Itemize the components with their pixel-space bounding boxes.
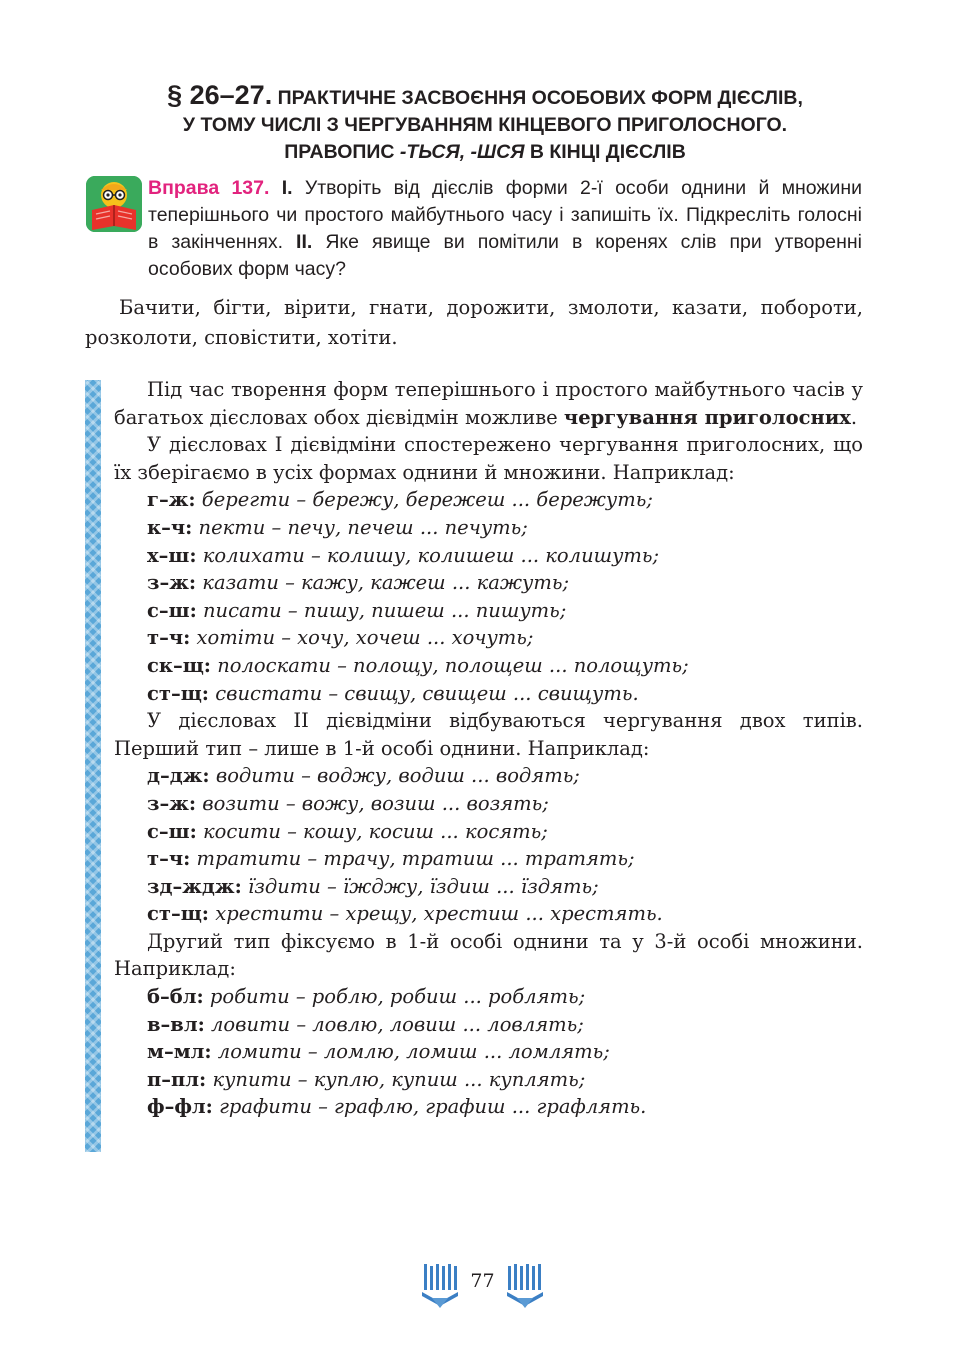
alternation-pair: б–бл: xyxy=(147,985,204,1009)
alternation-pair: зд–ждж: xyxy=(147,874,242,898)
example-row xyxy=(114,652,863,680)
alternation-pair: к–ч: xyxy=(147,515,193,539)
exercise-task xyxy=(148,175,862,283)
example-forms: берегти – бережу, бережеш ... бережуть; xyxy=(201,488,653,512)
page-footer xyxy=(420,1262,545,1310)
example-row xyxy=(114,790,863,818)
example-forms: пекти – печу, печеш ... печуть; xyxy=(198,515,528,539)
alternation-pair: д–дж: xyxy=(147,764,210,788)
alternation-pair: ф–фл: xyxy=(147,1095,213,1119)
example-row xyxy=(114,680,863,708)
heading-prefix: ПРАВОПИС xyxy=(284,141,395,163)
conj2-examples xyxy=(114,762,863,928)
rule-intro-end: . xyxy=(850,405,858,429)
rule-intro-text: Під час творення форм теперішнього і простого майбутнього часів у багатьох дієсловах обох дієвідмін можливе xyxy=(114,378,863,429)
example-forms: казати – кажу, кажеш ... кажуть; xyxy=(202,571,570,595)
heading-suffix-text: В КІНЦІ ДІЄСЛІВ xyxy=(529,141,686,163)
example-forms: їздити – їжджу, їздиш ... їздять; xyxy=(247,874,599,898)
example-row xyxy=(114,514,863,542)
alternation-pair: з–ж: xyxy=(147,791,197,815)
rule-term: чергування приголосних xyxy=(563,405,851,429)
example-forms: колихати – колишу, колишеш ... колишуть; xyxy=(202,543,660,567)
example-row xyxy=(114,762,863,790)
example-row xyxy=(114,569,863,597)
heading-title-1: ПРАКТИЧНЕ ЗАСВОЄННЯ ОСОБОВИХ ФОРМ ДІЄСЛІВ, xyxy=(277,87,803,109)
section-heading xyxy=(90,82,880,166)
example-row xyxy=(114,597,863,625)
rule-type2: Другий тип фіксуємо в 1-й особі однини та у 3-й особі множини. Наприклад: xyxy=(114,929,863,981)
task-part-2-text: Яке явище ви помітили в коренях слів при утворенні особових форм часу? xyxy=(148,231,862,280)
example-forms: косити – кошу, косиш ... косять; xyxy=(202,819,548,843)
example-forms: писати – пишу, пишеш ... пишуть; xyxy=(202,598,567,622)
alternation-pair: г–ж: xyxy=(147,488,196,512)
alternation-pair: с–ш: xyxy=(147,819,197,843)
example-forms: ловити – ловлю, ловиш ... ловлять; xyxy=(211,1012,584,1036)
example-row xyxy=(114,542,863,570)
type2-examples xyxy=(114,983,863,1121)
rule-side-bar xyxy=(85,380,101,1152)
example-forms: полоскати – полощу, полощеш ... полощуть; xyxy=(217,653,689,677)
alternation-pair: з–ж: xyxy=(147,571,197,595)
alternation-pair: в–вл: xyxy=(147,1012,205,1036)
example-forms: тратити – трачу, тратиш ... тратять; xyxy=(196,847,635,871)
example-row xyxy=(114,486,863,514)
example-row xyxy=(114,624,863,652)
example-row xyxy=(114,1011,863,1039)
alternation-pair: х–ш: xyxy=(147,543,197,567)
rule-block xyxy=(114,376,863,1121)
example-forms: хотіти – хочу, хочеш ... хочуть; xyxy=(196,626,534,650)
heading-line-3 xyxy=(90,139,880,166)
alternation-pair: ст–щ: xyxy=(147,902,210,926)
example-row xyxy=(114,1038,863,1066)
example-row xyxy=(114,845,863,873)
heading-suffixes: -ТЬСЯ, -ШСЯ xyxy=(399,141,525,163)
example-forms: водити – воджу, водиш ... водять; xyxy=(215,764,580,788)
exercise-word-list: Бачити, бігти, вірити, гнати, дорожити, змолоти, казати, побороти, розколоти, сповістити, хотіти. xyxy=(85,296,863,349)
alternation-pair: п–пл: xyxy=(147,1067,207,1091)
example-row xyxy=(114,1066,863,1094)
example-forms: возити – вожу, возиш ... возять; xyxy=(202,791,549,815)
example-row xyxy=(114,818,863,846)
example-forms: ломити – ломлю, ломиш ... ломлять; xyxy=(217,1040,610,1064)
rule-conj1: У дієсловах I дієвідміни спостережено чергування приголосних, що їх зберігаємо в усіх формах однини й множини. Наприклад: xyxy=(114,433,863,484)
heading-line-2: У ТОМУ ЧИСЛІ З ЧЕРГУВАННЯМ КІНЦЕВОГО ПРИГОЛОСНОГО. xyxy=(182,114,788,136)
alternation-pair: т–ч: xyxy=(147,626,191,650)
task-part-1-marker: I. xyxy=(281,177,293,199)
conj1-examples xyxy=(114,486,863,707)
section-number: § 26–27. xyxy=(167,80,273,110)
alternation-pair: т–ч: xyxy=(147,847,191,871)
example-forms: хрестити – хрещу, хрестиш ... хрестять. xyxy=(215,902,663,926)
example-forms: робити – роблю, робиш ... роблять; xyxy=(209,985,586,1009)
heading-line-1 xyxy=(90,82,880,112)
task-part-2-marker: II. xyxy=(296,231,313,253)
example-forms: свистати – свищу, свищеш ... свищуть. xyxy=(215,681,639,705)
reading-child-icon xyxy=(86,176,142,232)
task-part-1-text: Утворіть від дієслів форми 2-ї особи однини й множини теперішнього чи простого майбутнього часу і запишіть їх. Підкресліть голосні в закінченнях. xyxy=(148,177,863,253)
exercise-label: Вправа 137. xyxy=(148,177,270,199)
example-row xyxy=(114,873,863,901)
example-row xyxy=(114,983,863,1011)
example-row xyxy=(114,1093,863,1121)
alternation-pair: с–ш: xyxy=(147,598,197,622)
example-row xyxy=(114,900,863,928)
alternation-pair: м–мл: xyxy=(147,1040,212,1064)
page-number: 77 xyxy=(470,1270,495,1292)
alternation-pair: ск–щ: xyxy=(147,653,212,677)
rule-intro xyxy=(114,376,863,431)
example-forms: купити – куплю, купиш ... куплять; xyxy=(212,1067,586,1091)
alternation-pair: ст–щ: xyxy=(147,681,210,705)
ukrainian-ornament-icon xyxy=(505,1262,545,1310)
rule-conj2: У дієсловах II дієвідміни відбуваються чергування двох типів. Перший тип – лише в 1-й особі однини. Наприклад: xyxy=(114,709,863,760)
example-forms: графити – графлю, графиш ... графлять. xyxy=(219,1095,647,1119)
